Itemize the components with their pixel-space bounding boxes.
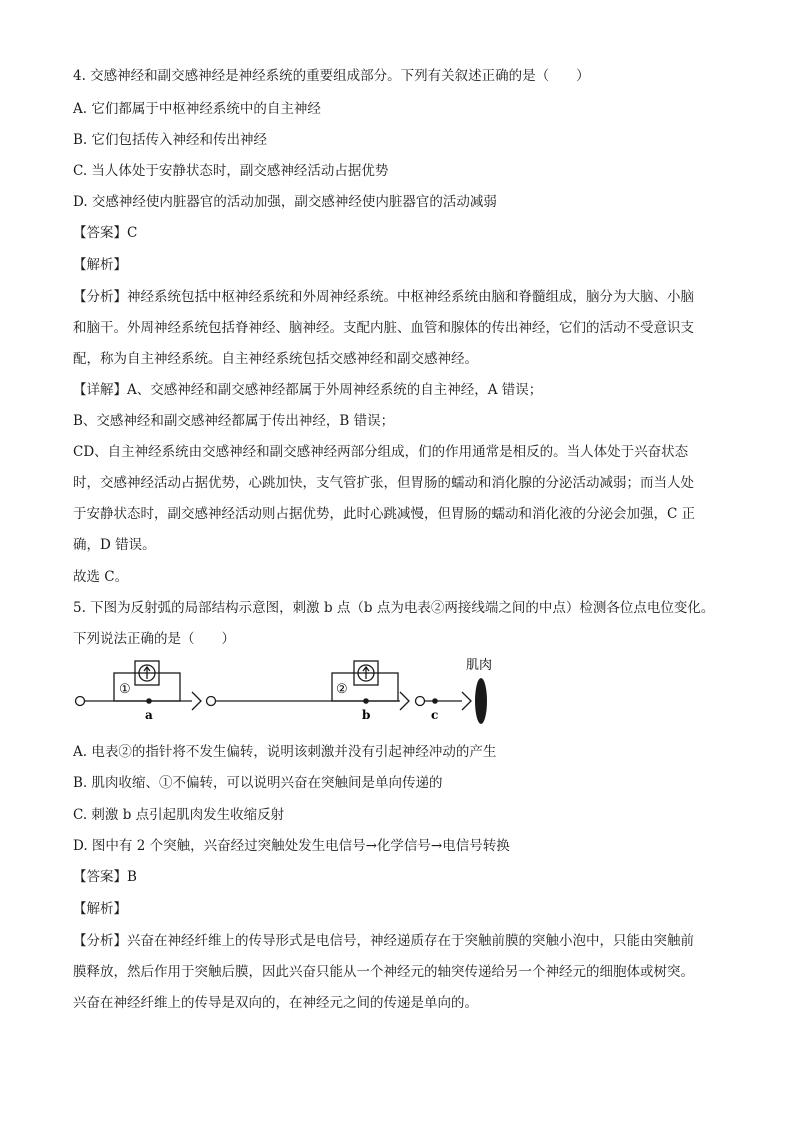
meter-2-label: ②	[336, 682, 348, 697]
q4-analysis-tag: 【解析】	[73, 257, 127, 273]
q4-xiangjie-line-3: CD、自主神经系统由交感神经和副交感神经两部分组成，们的作用通常是相反的。当人体处于兴奋状态	[73, 444, 689, 460]
q5-option-c: C. 刺激 b 点引起肌肉发生收缩反射	[73, 807, 285, 823]
synapse-2	[400, 692, 409, 710]
q5-stem-line-2: 下列说法正确的是（ ）	[73, 631, 235, 647]
q4-fenxi-line-1	[73, 288, 694, 306]
muscle	[475, 678, 487, 724]
reflex-arc-diagram	[70, 655, 510, 735]
q4-xiangjie-line-5: 于安静状态时，副交感神经活动则占据优势，此时心跳减慢，但胃肠的蠕动和消化液的分泌会加强，C 正	[73, 506, 696, 522]
q5-fenxi-line-1	[73, 932, 694, 950]
answer-tag: 【答案】	[73, 869, 127, 885]
point-c-dot	[432, 698, 438, 704]
xiangjie-tag: 【详解】	[73, 382, 127, 398]
q4-option-b: B. 它们包括传入神经和传出神经	[73, 132, 268, 148]
q4-option-c: C. 当人体处于安静状态时，副交感神经活动占据优势	[73, 163, 389, 179]
q5-fenxi-line-2: 膜释放，然后作用于突触后膜，因此兴奋只能从一个神经元的轴突传递给另一个神经元的细胞体或树突。	[73, 964, 694, 980]
point-a-label: a	[145, 708, 153, 722]
q5-answer	[73, 868, 137, 886]
q5-option-b: B. 肌肉收缩、①不偏转，可以说明兴奋在突触间是单向传递的	[73, 775, 443, 791]
q5-option-d: D. 图中有 2 个突触，兴奋经过突触处发生电信号→化学信号→电信号转换	[73, 838, 510, 854]
muscle-label: 肌肉	[466, 658, 493, 673]
fenxi-tag: 【分析】	[73, 933, 127, 949]
q4-xiangjie-line-6: 确，D 错误。	[73, 537, 156, 553]
fenxi-text: 兴奋在神经纤维上的传导形式是电信号，神经递质存在于突触前膜的突触小泡中，只能由突触前	[127, 933, 694, 949]
answer-tag: 【答案】	[73, 225, 127, 241]
q4-xiangjie-line-2: B、交感神经和副交感神经都属于传出神经，B 错误；	[73, 413, 395, 429]
meter-1-label: ①	[119, 682, 131, 697]
point-b-dot	[363, 698, 369, 704]
point-c-label: c	[431, 708, 439, 722]
fenxi-tag: 【分析】	[73, 289, 127, 305]
synapse-1	[192, 692, 201, 710]
q5-option-a: A. 电表②的指针将不发生偏转，说明该刺激并没有引起神经冲动的产生	[73, 744, 497, 760]
answer-value: C	[127, 225, 138, 241]
q5-stem-line-1: 5. 下图为反射弧的局部结构示意图，刺激 b 点（b 点为电表②两接线端之间的中点）检测各位点电位变化。	[73, 600, 715, 616]
q4-fenxi-line-2: 和脑干。外周神经系统包括脊神经、脑神经。支配内脏、血管和腺体的传出神经，它们的活动不受意识支	[73, 320, 694, 336]
q4-conclusion: 故选 C。	[73, 569, 129, 585]
q4-fenxi-line-3: 配，称为自主神经系统。自主神经系统包括交感神经和副交感神经。	[73, 351, 478, 367]
point-b-label: b	[362, 708, 371, 722]
answer-value: B	[127, 869, 137, 885]
fenxi-text: 神经系统包括中枢神经系统和外周神经系统。中枢神经系统由脑和脊髓组成，脑分为大脑、小脑	[127, 289, 694, 305]
q4-xiangjie-line-4: 时，交感神经活动占据优势，心跳加快，支气管扩张，但胃肠的蠕动和消化腺的分泌活动减弱；而当人处	[73, 475, 694, 491]
synapse-3	[462, 692, 471, 710]
q5-analysis-tag: 【解析】	[73, 901, 127, 917]
left-terminal	[76, 697, 85, 706]
xiangjie-text: A、交感神经和副交感神经都属于外周神经系统的自主神经，A 错误；	[127, 382, 543, 398]
q4-xiangjie-line-1	[73, 381, 542, 399]
point-a-dot	[146, 698, 152, 704]
q4-option-d: D. 交感神经使内脏器官的活动加强，副交感神经使内脏器官的活动减弱	[73, 194, 497, 210]
q4-option-a: A. 它们都属于中枢神经系统中的自主神经	[73, 101, 321, 117]
q5-fenxi-line-3: 兴奋在神经纤维上的传导是双向的，在神经元之间的传递是单向的。	[73, 995, 478, 1011]
q4-stem: 4. 交感神经和副交感神经是神经系统的重要组成部分。下列有关叙述正确的是（ ）	[73, 68, 590, 84]
q4-answer	[73, 224, 137, 242]
